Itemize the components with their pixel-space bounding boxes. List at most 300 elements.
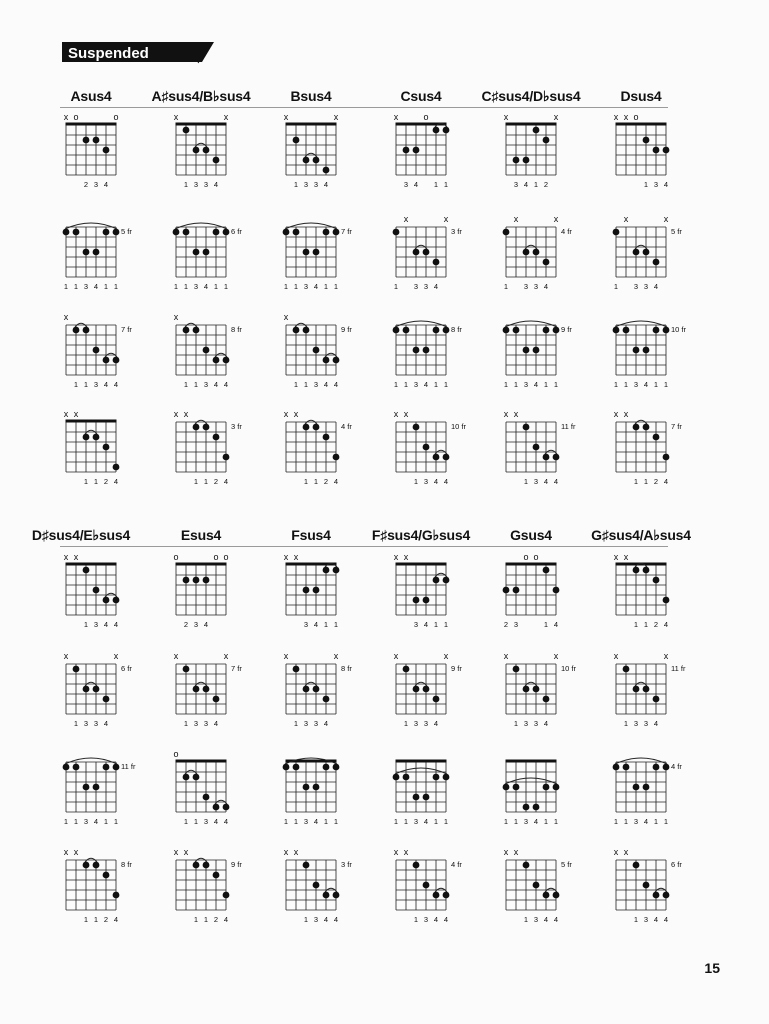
chord-diagram xyxy=(602,547,708,637)
finger-number: 1 xyxy=(203,915,209,924)
chord-diagram xyxy=(602,107,708,197)
finger-dot xyxy=(643,784,650,791)
muted-string-marker: x xyxy=(333,651,339,661)
finger-number: 1 xyxy=(413,915,419,924)
finger-dot xyxy=(303,157,310,164)
finger-number: 1 xyxy=(303,477,309,486)
finger-dot xyxy=(313,424,320,431)
finger-number: 1 xyxy=(643,477,649,486)
finger-dot xyxy=(213,696,220,703)
chord-name: F♯sus4/G♭sus4 xyxy=(371,527,471,543)
finger-dot xyxy=(643,424,650,431)
chord-diagram xyxy=(492,547,598,637)
nut xyxy=(506,760,557,763)
finger-dot xyxy=(183,229,190,236)
finger-number: 1 xyxy=(433,380,439,389)
finger-number: 4 xyxy=(313,282,319,291)
finger-number: 1 xyxy=(533,180,539,189)
chord-diagram xyxy=(162,842,268,932)
finger-dot xyxy=(73,229,80,236)
finger-number: 4 xyxy=(333,477,339,486)
finger-number: 4 xyxy=(103,380,109,389)
finger-number: 3 xyxy=(413,817,419,826)
nut xyxy=(176,760,227,763)
finger-dot xyxy=(313,157,320,164)
chord-diagram xyxy=(162,209,268,299)
muted-string-marker: x xyxy=(613,651,619,661)
muted-string-marker: x xyxy=(403,847,409,857)
finger-dot xyxy=(213,357,220,364)
finger-dot xyxy=(283,229,290,236)
finger-number: 1 xyxy=(643,180,649,189)
finger-dot xyxy=(623,764,630,771)
finger-dot xyxy=(533,347,540,354)
chord-diagram xyxy=(492,404,598,494)
nut xyxy=(66,563,117,566)
finger-number: 4 xyxy=(213,380,219,389)
finger-dot xyxy=(553,892,560,899)
finger-dot xyxy=(103,696,110,703)
muted-string-marker: x xyxy=(403,552,409,562)
finger-dot xyxy=(423,882,430,889)
finger-number: 1 xyxy=(433,620,439,629)
finger-dot xyxy=(663,454,670,461)
fret-position-label: 4 fr xyxy=(341,422,352,431)
finger-number: 3 xyxy=(193,282,199,291)
finger-number: 1 xyxy=(433,180,439,189)
open-string-marker: o xyxy=(113,112,119,122)
finger-number: 4 xyxy=(103,719,109,728)
fret-position-label: 7 fr xyxy=(121,325,132,334)
finger-number: 1 xyxy=(193,915,199,924)
finger-number: 4 xyxy=(313,817,319,826)
finger-number: 3 xyxy=(93,180,99,189)
finger-number: 4 xyxy=(313,620,319,629)
finger-dot xyxy=(333,454,340,461)
nut xyxy=(286,123,337,126)
finger-number: 3 xyxy=(513,620,519,629)
finger-dot xyxy=(83,327,90,334)
chord-diagram xyxy=(272,547,378,637)
finger-number: 1 xyxy=(613,380,619,389)
finger-number: 1 xyxy=(113,817,119,826)
muted-string-marker: x xyxy=(283,112,289,122)
finger-number: 3 xyxy=(633,817,639,826)
chord-diagram xyxy=(382,842,488,932)
fret-position-label: 3 fr xyxy=(451,227,462,236)
finger-dot xyxy=(93,587,100,594)
fret-position-label: 6 fr xyxy=(121,664,132,673)
finger-number: 3 xyxy=(533,282,539,291)
finger-number: 3 xyxy=(303,282,309,291)
muted-string-marker: x xyxy=(173,409,179,419)
finger-dot xyxy=(553,587,560,594)
chord-diagram xyxy=(272,307,378,397)
finger-number: 3 xyxy=(523,719,529,728)
finger-dot xyxy=(663,327,670,334)
open-string-marker: o xyxy=(213,552,219,562)
finger-dot xyxy=(653,764,660,771)
finger-dot xyxy=(423,249,430,256)
finger-number: 2 xyxy=(183,620,189,629)
finger-dot xyxy=(323,229,330,236)
finger-dot xyxy=(103,597,110,604)
finger-number: 3 xyxy=(643,282,649,291)
section-title: Suspended xyxy=(68,45,149,62)
finger-dot xyxy=(423,686,430,693)
finger-dot xyxy=(303,327,310,334)
muted-string-marker: x xyxy=(73,409,79,419)
finger-number: 4 xyxy=(543,915,549,924)
finger-dot xyxy=(663,764,670,771)
finger-number: 1 xyxy=(513,817,519,826)
fret-position-label: 7 fr xyxy=(671,422,682,431)
finger-number: 1 xyxy=(83,620,89,629)
finger-number: 1 xyxy=(513,380,519,389)
finger-dot xyxy=(313,347,320,354)
finger-number: 1 xyxy=(543,380,549,389)
finger-dot xyxy=(523,347,530,354)
finger-number: 4 xyxy=(543,477,549,486)
chord-diagram xyxy=(272,646,378,736)
finger-dot xyxy=(503,327,510,334)
finger-dot xyxy=(323,892,330,899)
finger-dot xyxy=(303,784,310,791)
finger-number: 3 xyxy=(643,719,649,728)
finger-dot xyxy=(393,774,400,781)
finger-number: 4 xyxy=(663,477,669,486)
fret-position-label: 4 fr xyxy=(451,860,462,869)
finger-number: 1 xyxy=(393,380,399,389)
finger-dot xyxy=(643,137,650,144)
finger-number: 1 xyxy=(623,719,629,728)
finger-number: 1 xyxy=(303,380,309,389)
finger-number: 1 xyxy=(293,180,299,189)
finger-dot xyxy=(93,686,100,693)
finger-dot xyxy=(93,784,100,791)
finger-dot xyxy=(543,327,550,334)
barre-arc xyxy=(505,321,557,327)
finger-dot xyxy=(193,249,200,256)
finger-number: 1 xyxy=(333,817,339,826)
finger-number: 1 xyxy=(623,817,629,826)
chord-diagram xyxy=(272,404,378,494)
finger-dot xyxy=(103,444,110,451)
finger-dot xyxy=(413,686,420,693)
chord-name: Gsus4 xyxy=(510,527,552,543)
finger-number: 1 xyxy=(323,620,329,629)
finger-number: 4 xyxy=(113,380,119,389)
finger-number: 1 xyxy=(333,282,339,291)
finger-number: 1 xyxy=(633,915,639,924)
finger-number: 1 xyxy=(63,817,69,826)
finger-dot xyxy=(543,784,550,791)
finger-number: 1 xyxy=(503,282,509,291)
finger-dot xyxy=(313,249,320,256)
finger-dot xyxy=(633,347,640,354)
muted-string-marker: x xyxy=(223,651,229,661)
finger-dot xyxy=(643,882,650,889)
finger-number: 4 xyxy=(663,620,669,629)
muted-string-marker: x xyxy=(553,214,559,224)
finger-number: 1 xyxy=(543,817,549,826)
finger-dot xyxy=(513,666,520,673)
finger-dot xyxy=(213,229,220,236)
finger-dot xyxy=(533,804,540,811)
finger-number: 3 xyxy=(303,180,309,189)
finger-number: 3 xyxy=(203,817,209,826)
chord-diagram xyxy=(162,107,268,197)
muted-string-marker: x xyxy=(623,552,629,562)
finger-number: 4 xyxy=(543,282,549,291)
finger-dot xyxy=(173,229,180,236)
finger-number: 2 xyxy=(83,180,89,189)
finger-dot xyxy=(643,567,650,574)
chord-name: Csus4 xyxy=(400,88,442,104)
finger-number: 4 xyxy=(223,477,229,486)
chord-diagram xyxy=(492,744,598,834)
finger-number: 1 xyxy=(553,817,559,826)
finger-number: 1 xyxy=(523,477,529,486)
muted-string-marker: x xyxy=(63,847,69,857)
finger-dot xyxy=(553,454,560,461)
finger-dot xyxy=(203,686,210,693)
finger-number: 2 xyxy=(323,477,329,486)
finger-dot xyxy=(193,862,200,869)
finger-number: 1 xyxy=(113,282,119,291)
finger-dot xyxy=(543,137,550,144)
chord-diagram xyxy=(382,646,488,736)
finger-number: 1 xyxy=(643,620,649,629)
finger-number: 4 xyxy=(533,380,539,389)
finger-number: 3 xyxy=(313,915,319,924)
finger-number: 1 xyxy=(413,477,419,486)
chord-diagram xyxy=(52,209,158,299)
finger-dot xyxy=(533,127,540,134)
finger-dot xyxy=(663,597,670,604)
finger-number: 3 xyxy=(533,719,539,728)
muted-string-marker: x xyxy=(393,409,399,419)
finger-number: 4 xyxy=(553,915,559,924)
finger-dot xyxy=(643,347,650,354)
finger-number: 2 xyxy=(213,915,219,924)
finger-dot xyxy=(83,784,90,791)
chord-diagram xyxy=(382,209,488,299)
finger-number: 1 xyxy=(103,282,109,291)
finger-number: 4 xyxy=(333,915,339,924)
finger-number: 3 xyxy=(423,915,429,924)
muted-string-marker: x xyxy=(63,409,69,419)
muted-string-marker: x xyxy=(283,847,289,857)
finger-dot xyxy=(543,696,550,703)
barre-arc xyxy=(175,223,227,229)
finger-dot xyxy=(413,347,420,354)
muted-string-marker: x xyxy=(283,552,289,562)
finger-number: 4 xyxy=(213,719,219,728)
finger-dot xyxy=(333,567,340,574)
finger-number: 2 xyxy=(213,477,219,486)
finger-dot xyxy=(83,249,90,256)
finger-dot xyxy=(433,577,440,584)
finger-dot xyxy=(193,147,200,154)
finger-dot xyxy=(543,567,550,574)
finger-number: 1 xyxy=(443,817,449,826)
finger-dot xyxy=(333,764,340,771)
finger-number: 4 xyxy=(113,477,119,486)
finger-dot xyxy=(623,327,630,334)
nut xyxy=(176,563,227,566)
finger-number: 3 xyxy=(413,620,419,629)
finger-number: 3 xyxy=(203,180,209,189)
nut xyxy=(616,123,667,126)
finger-number: 4 xyxy=(203,620,209,629)
finger-dot xyxy=(183,774,190,781)
finger-dot xyxy=(413,424,420,431)
chord-diagram xyxy=(52,744,158,834)
nut xyxy=(506,563,557,566)
finger-number: 4 xyxy=(433,719,439,728)
finger-number: 3 xyxy=(313,380,319,389)
finger-dot xyxy=(443,774,450,781)
finger-dot xyxy=(313,784,320,791)
finger-dot xyxy=(653,577,660,584)
finger-dot xyxy=(403,666,410,673)
finger-number: 1 xyxy=(543,620,549,629)
chord-diagram xyxy=(52,842,158,932)
finger-dot xyxy=(443,892,450,899)
finger-dot xyxy=(213,804,220,811)
finger-dot xyxy=(533,444,540,451)
finger-dot xyxy=(303,424,310,431)
muted-string-marker: x xyxy=(613,847,619,857)
open-string-marker: o xyxy=(173,552,179,562)
muted-string-marker: x xyxy=(73,552,79,562)
finger-number: 1 xyxy=(183,380,189,389)
finger-dot xyxy=(223,892,230,899)
muted-string-marker: x xyxy=(623,409,629,419)
finger-dot xyxy=(293,229,300,236)
finger-number: 1 xyxy=(173,282,179,291)
finger-dot xyxy=(653,696,660,703)
finger-number: 1 xyxy=(503,380,509,389)
finger-number: 1 xyxy=(193,380,199,389)
finger-dot xyxy=(623,666,630,673)
finger-dot xyxy=(413,794,420,801)
barre-arc xyxy=(615,321,667,327)
finger-dot xyxy=(663,147,670,154)
fret-position-label: 7 fr xyxy=(341,227,352,236)
fret-position-label: 6 fr xyxy=(671,860,682,869)
muted-string-marker: x xyxy=(283,312,289,322)
finger-number: 3 xyxy=(403,180,409,189)
muted-string-marker: x xyxy=(443,214,449,224)
chord-name: Asus4 xyxy=(70,88,112,104)
muted-string-marker: x xyxy=(443,651,449,661)
finger-dot xyxy=(613,327,620,334)
finger-dot xyxy=(323,167,330,174)
finger-number: 3 xyxy=(93,719,99,728)
finger-dot xyxy=(323,764,330,771)
finger-number: 1 xyxy=(443,380,449,389)
chord-diagram xyxy=(52,107,158,197)
finger-dot xyxy=(103,147,110,154)
finger-dot xyxy=(113,764,120,771)
chord-diagram xyxy=(162,307,268,397)
finger-number: 3 xyxy=(633,380,639,389)
finger-number: 1 xyxy=(613,817,619,826)
chord-diagram xyxy=(382,547,488,637)
fret-position-label: 10 fr xyxy=(561,664,577,673)
chord-name: C♯sus4/D♭sus4 xyxy=(481,88,581,104)
finger-number: 1 xyxy=(73,282,79,291)
finger-dot xyxy=(333,357,340,364)
finger-dot xyxy=(103,229,110,236)
finger-number: 4 xyxy=(223,380,229,389)
open-string-marker: o xyxy=(533,552,539,562)
finger-number: 1 xyxy=(83,380,89,389)
fret-position-label: 9 fr xyxy=(561,325,572,334)
nut xyxy=(176,123,227,126)
finger-number: 4 xyxy=(663,915,669,924)
muted-string-marker: x xyxy=(403,214,409,224)
chord-diagram xyxy=(492,209,598,299)
finger-number: 1 xyxy=(93,915,99,924)
finger-dot xyxy=(503,587,510,594)
finger-dot xyxy=(203,862,210,869)
muted-string-marker: x xyxy=(503,651,509,661)
finger-number: 3 xyxy=(413,282,419,291)
muted-string-marker: x xyxy=(63,651,69,661)
muted-string-marker: x xyxy=(613,112,619,122)
muted-string-marker: x xyxy=(513,847,519,857)
finger-dot xyxy=(303,249,310,256)
finger-number: 1 xyxy=(83,477,89,486)
muted-string-marker: x xyxy=(173,651,179,661)
finger-dot xyxy=(73,666,80,673)
fret-position-label: 3 fr xyxy=(231,422,242,431)
finger-number: 1 xyxy=(623,380,629,389)
finger-number: 4 xyxy=(113,915,119,924)
finger-number: 1 xyxy=(73,719,79,728)
finger-dot xyxy=(433,127,440,134)
finger-number: 4 xyxy=(443,915,449,924)
chord-name: G♯sus4/A♭sus4 xyxy=(591,527,691,543)
nut xyxy=(66,123,117,126)
fret-position-label: 4 fr xyxy=(671,762,682,771)
finger-dot xyxy=(533,882,540,889)
finger-number: 3 xyxy=(423,719,429,728)
muted-string-marker: x xyxy=(623,112,629,122)
finger-number: 3 xyxy=(203,380,209,389)
muted-string-marker: x xyxy=(553,112,559,122)
finger-number: 1 xyxy=(73,380,79,389)
muted-string-marker: x xyxy=(503,409,509,419)
finger-dot xyxy=(203,249,210,256)
finger-number: 4 xyxy=(213,180,219,189)
muted-string-marker: x xyxy=(623,847,629,857)
finger-number: 4 xyxy=(93,282,99,291)
chord-diagram xyxy=(492,646,598,736)
fret-position-label: 4 fr xyxy=(561,227,572,236)
fret-position-label: 6 fr xyxy=(231,227,242,236)
muted-string-marker: x xyxy=(173,312,179,322)
finger-dot xyxy=(203,424,210,431)
finger-dot xyxy=(413,862,420,869)
finger-number: 4 xyxy=(433,915,439,924)
finger-dot xyxy=(553,784,560,791)
finger-dot xyxy=(203,794,210,801)
chord-diagram xyxy=(382,107,488,197)
